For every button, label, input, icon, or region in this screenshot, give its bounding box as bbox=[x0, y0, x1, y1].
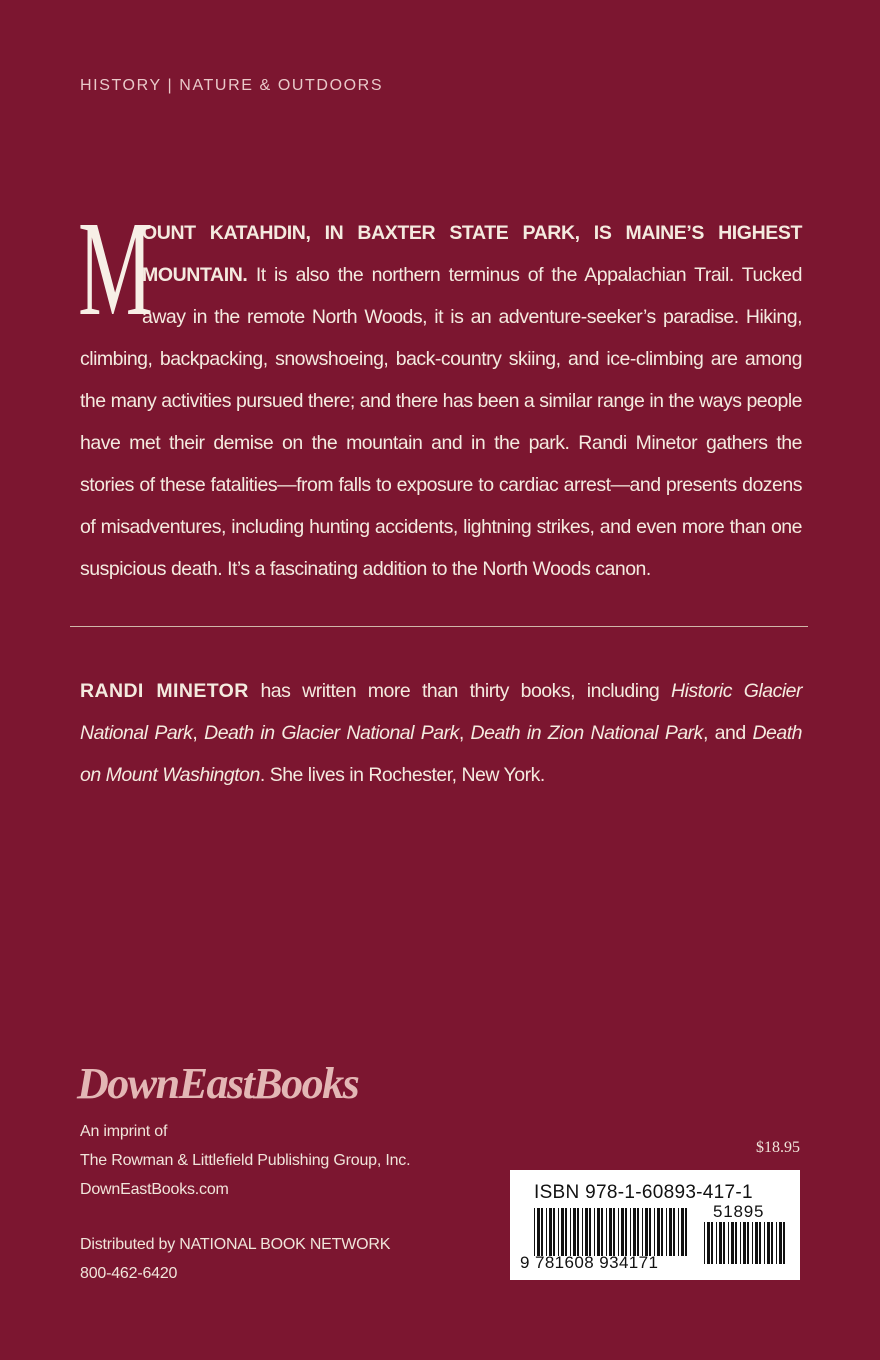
barcode-stripe bbox=[743, 1222, 746, 1264]
price: $18.95 bbox=[756, 1139, 800, 1156]
barcode-stripe bbox=[594, 1208, 595, 1256]
book-description bbox=[78, 194, 802, 590]
bio-intro: has written more than thirty books, including bbox=[248, 680, 671, 702]
barcode-stripe bbox=[678, 1208, 679, 1256]
distributor-phone: 800-462-6420 bbox=[80, 1265, 178, 1282]
barcode-stripe bbox=[573, 1208, 576, 1256]
author-name: RANDI MINETOR bbox=[80, 680, 249, 702]
book-title: Death in Zion National Park bbox=[470, 722, 703, 744]
imprint-line: The Rowman & Littlefield Publishing Group, Inc. bbox=[80, 1152, 411, 1169]
barcode-stripe bbox=[597, 1208, 600, 1256]
barcode-stripe bbox=[764, 1222, 765, 1264]
barcode-stripe bbox=[577, 1208, 579, 1256]
barcode-stripe bbox=[606, 1208, 607, 1256]
barcode-stripe bbox=[681, 1208, 684, 1256]
barcode-stripe bbox=[716, 1222, 717, 1264]
barcode-stripe bbox=[589, 1208, 591, 1256]
imprint-line: An imprint of bbox=[80, 1123, 168, 1140]
barcode-stripe bbox=[704, 1222, 705, 1264]
barcode-stripe bbox=[613, 1208, 615, 1256]
distributor-line: Distributed by NATIONAL BOOK NETWORK bbox=[80, 1236, 391, 1253]
barcode-stripe bbox=[779, 1222, 782, 1264]
description-body: It is also the northern terminus of the Appalachian Trail. Tucked away in the remote North Woods, it is an adventure-seeker’s paradise. Hiking, climbing, backpacking, snowshoeing, back-country skiing, and ice-climbing are among the many activities pursued there; and there has been a similar range in the ways people have met their demise on the mountain and in the park. Randi Minetor gathers the stories of these fatalities—from falls to exposure to cardiac arrest—and presents dozens of misadventures, including hunting accidents, lightning strikes, and even more than one suspicious death. It’s a fascinating addition to the North Woods canon. bbox=[80, 264, 802, 580]
addon-digits: 51895 bbox=[713, 1202, 765, 1221]
barcode-stripe bbox=[618, 1208, 619, 1256]
isbn-label: ISBN 978-1-60893-417-1 bbox=[534, 1182, 753, 1203]
barcode-stripe bbox=[637, 1208, 639, 1256]
barcode-stripe bbox=[731, 1222, 734, 1264]
barcode-stripe bbox=[661, 1208, 663, 1256]
category-label: HISTORY | NATURE & OUTDOORS bbox=[80, 77, 384, 94]
barcode-stripe bbox=[755, 1222, 758, 1264]
barcode-stripe bbox=[673, 1208, 675, 1256]
barcode-stripe bbox=[654, 1208, 655, 1256]
barcode-stripe bbox=[630, 1208, 631, 1256]
book-title: Death on Mount Washington bbox=[80, 722, 802, 786]
imprint-info bbox=[80, 1117, 410, 1204]
bio-outro: . She lives in Rochester, New York. bbox=[259, 764, 545, 786]
barcode-stripe bbox=[601, 1208, 603, 1256]
barcode-stripe bbox=[582, 1208, 583, 1256]
barcode-stripe bbox=[657, 1208, 660, 1256]
barcode-stripe bbox=[649, 1208, 651, 1256]
barcode-stripe bbox=[565, 1208, 567, 1256]
barcode bbox=[510, 1170, 800, 1280]
barcode-stripe bbox=[767, 1222, 770, 1264]
book-title: Historic Glacier National Park bbox=[80, 680, 802, 744]
barcode-stripe bbox=[546, 1208, 547, 1256]
barcode-stripe bbox=[776, 1222, 777, 1264]
barcode-stripe bbox=[707, 1222, 710, 1264]
barcode-stripe bbox=[685, 1208, 687, 1256]
publisher-website: DownEastBooks.com bbox=[80, 1181, 229, 1198]
section-divider bbox=[70, 626, 808, 627]
barcode-stripe bbox=[719, 1222, 722, 1264]
barcode-stripe bbox=[711, 1222, 713, 1264]
barcode-stripe bbox=[633, 1208, 636, 1256]
barcode-stripe bbox=[771, 1222, 773, 1264]
barcode-stripe bbox=[558, 1208, 559, 1256]
barcode-stripe bbox=[645, 1208, 648, 1256]
distribution-info bbox=[80, 1230, 390, 1288]
barcode-stripe bbox=[549, 1208, 552, 1256]
author-bio bbox=[80, 670, 802, 796]
barcode-stripe bbox=[735, 1222, 737, 1264]
barcode-stripe bbox=[534, 1208, 535, 1256]
barcode-stripe bbox=[625, 1208, 627, 1256]
barcode-stripe bbox=[541, 1208, 543, 1256]
bio-separator: , bbox=[458, 722, 471, 744]
barcode-stripe bbox=[728, 1222, 729, 1264]
barcode-stripe bbox=[783, 1222, 785, 1264]
barcode-stripe bbox=[553, 1208, 555, 1256]
barcode-stripe bbox=[585, 1208, 588, 1256]
barcode-stripe bbox=[747, 1222, 749, 1264]
publisher-logo: DownEastBooks bbox=[77, 1059, 359, 1108]
barcode-stripe bbox=[621, 1208, 624, 1256]
bio-separator: , bbox=[192, 722, 205, 744]
barcode-stripe bbox=[537, 1208, 540, 1256]
barcode-stripe bbox=[759, 1222, 761, 1264]
description-lead: OUNT KATAHDIN, IN BAXTER STATE PARK, IS MAINE’S HIGHEST MOUNTAIN. bbox=[142, 222, 802, 286]
barcode-stripe bbox=[666, 1208, 667, 1256]
barcode-stripe bbox=[570, 1208, 571, 1256]
ean-digits: 9 781608 934171 bbox=[520, 1253, 659, 1272]
barcode-stripe bbox=[561, 1208, 564, 1256]
barcode-stripe bbox=[669, 1208, 672, 1256]
barcode-stripe bbox=[752, 1222, 753, 1264]
barcode-stripe bbox=[740, 1222, 741, 1264]
barcode-stripe bbox=[723, 1222, 725, 1264]
barcode-stripe bbox=[609, 1208, 612, 1256]
drop-cap: M bbox=[78, 194, 153, 344]
bio-separator: , and bbox=[702, 722, 753, 744]
barcode-stripe bbox=[642, 1208, 643, 1256]
book-title: Death in Glacier National Park bbox=[204, 722, 459, 744]
